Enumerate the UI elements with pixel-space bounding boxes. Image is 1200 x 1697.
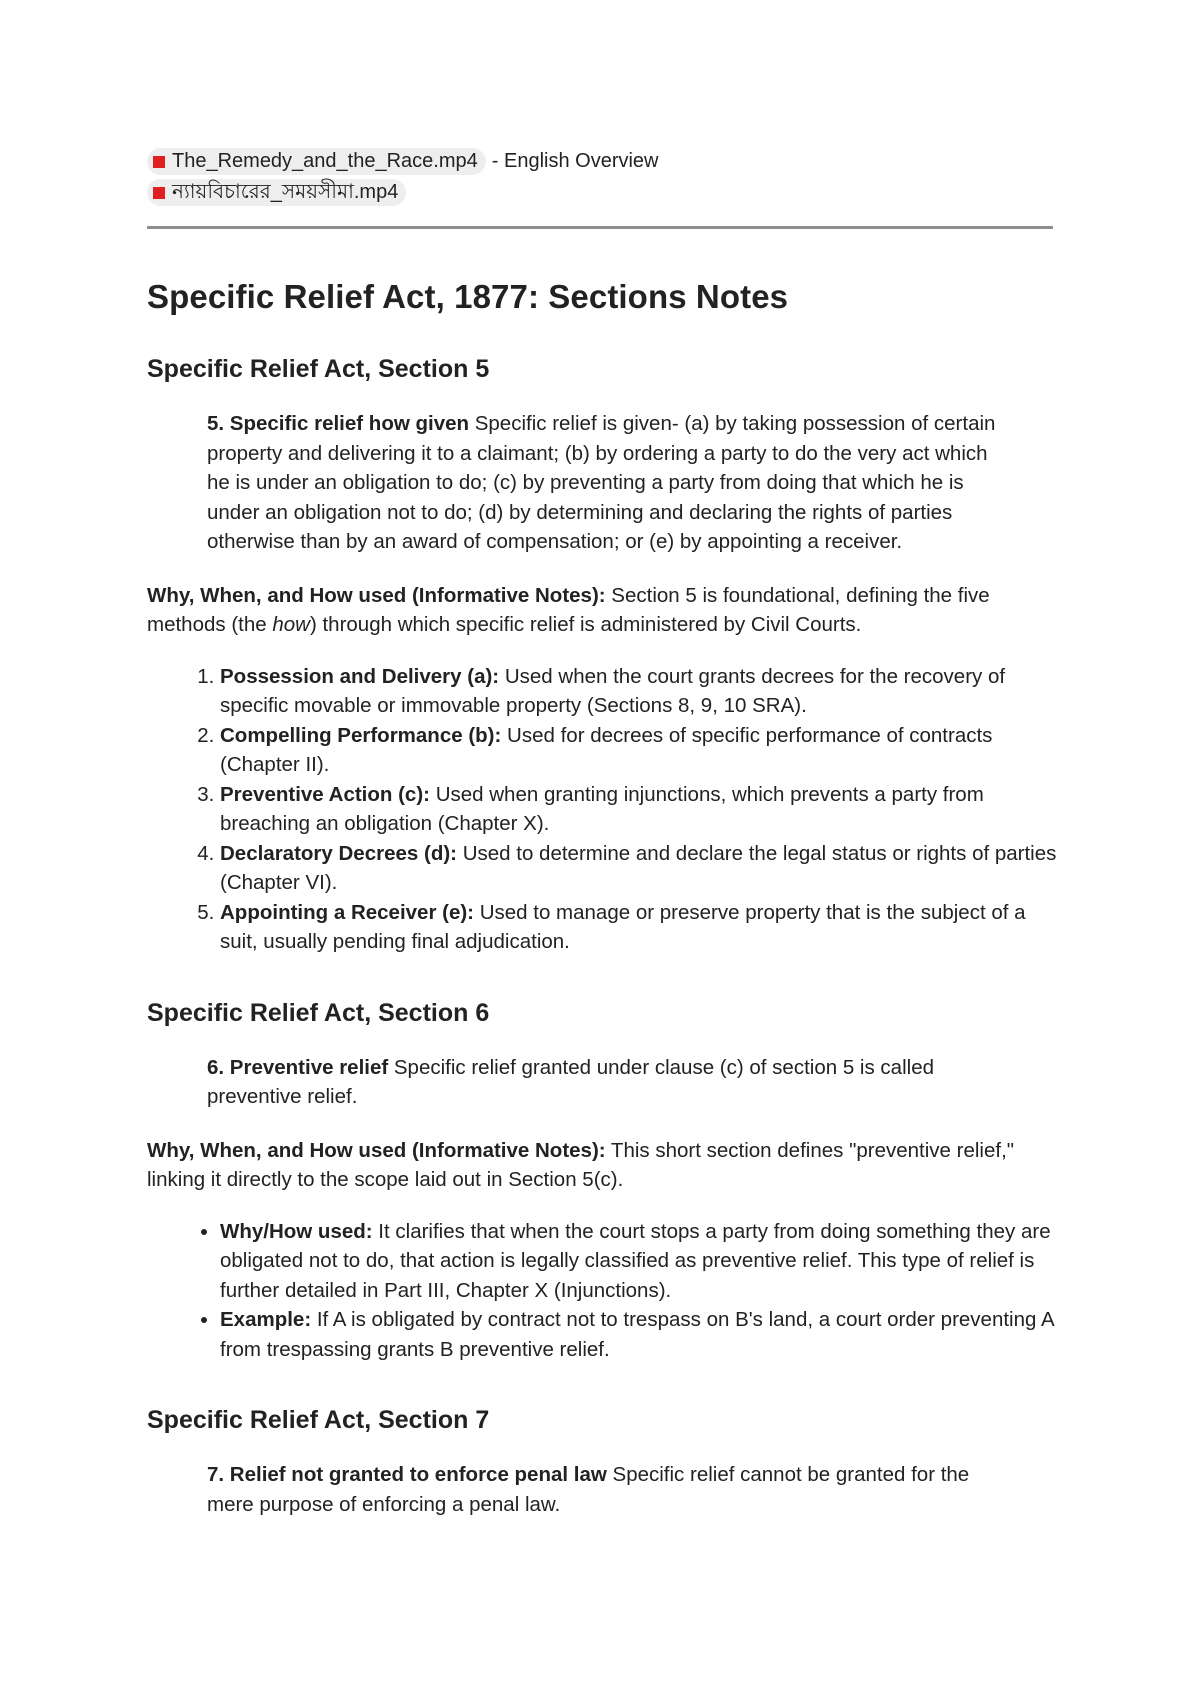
item-text: Used to manage or preserve property that is the subject of a suit, usually pending final adjudication. [220, 900, 1026, 953]
video-link-label: ন্যায়বিচারের_সময়সীমা.mp4 [172, 181, 399, 203]
section-6-bullet-list [147, 1217, 1060, 1365]
item-label: Why/How used: [220, 1219, 373, 1243]
quote-title: 6. Preventive relief [207, 1055, 389, 1079]
video-link-suffix: - English Overview [491, 150, 659, 172]
attachment-row-1 [147, 146, 1059, 177]
quote-title: 7. Relief not granted to enforce penal law [207, 1463, 607, 1486]
video-file-icon [153, 156, 165, 168]
item-label: Example: [220, 1308, 312, 1331]
note-emphasis: how [272, 613, 310, 636]
item-label: Compelling Performance (b): [220, 723, 502, 747]
list-item [220, 898, 1060, 957]
note-text: Section 5 is foundational, defining the five methods (the [147, 583, 990, 636]
section-7-quote [207, 1460, 1007, 1519]
quote-title: 5. Specific relief how given [207, 412, 470, 435]
section-6-heading: Specific Relief Act, Section 6 [147, 998, 490, 1027]
section-5-heading: Specific Relief Act, Section 5 [147, 355, 490, 383]
attachment-links [147, 146, 1059, 208]
section-5-quote [207, 409, 1007, 557]
note-label: Why, When, and How used (Informative Notes): [147, 583, 606, 607]
item-label: Declaratory Decrees (d): [220, 841, 457, 865]
item-text: Used for decrees of specific performance of contracts (Chapter II). [220, 723, 993, 776]
section-7-heading: Specific Relief Act, Section 7 [147, 1406, 490, 1434]
quote-text: Specific relief cannot be granted for the mere purpose of enforcing a penal law. [207, 1463, 970, 1516]
item-text: Used when the court grants decrees for the recovery of specific movable or immovable property (Sections 8, 9, 10 SRA). [220, 664, 1006, 717]
item-text: Used to determine and declare the legal status or rights of parties (Chapter VI). [220, 841, 1057, 894]
video-link-bengali[interactable] [147, 179, 406, 206]
video-link-english[interactable] [147, 148, 486, 175]
list-item [220, 839, 1060, 898]
section-5-methods-list [147, 662, 1060, 957]
attachment-row-2 [147, 177, 1059, 208]
video-file-icon [153, 187, 165, 199]
note-text-end: ) through which specific relief is administered by Civil Courts. [309, 613, 862, 636]
document-title: Specific Relief Act, 1877: Sections Notes [147, 278, 789, 315]
section-6-quote [207, 1053, 1007, 1112]
list-item [220, 1217, 1060, 1306]
item-text: It clarifies that when the court stops a party from doing something they are obligated not to do, that action is legally classified as preventive relief. This type of relief is further detailed in Part III, Chapter X (Injunctions). [220, 1219, 1051, 1302]
list-item [220, 1305, 1060, 1364]
quote-text: Specific relief granted under clause (c) of section 5 is called preventive relief. [207, 1055, 934, 1108]
note-label: Why, When, and How used (Informative Notes): [147, 1138, 606, 1162]
quote-text: Specific relief is given- (a) by taking possession of certain property and delivering it to a claimant; (b) by ordering a party to do the very act which he is under an obligation to do; (c) by preventing a party from doing that which he is under an obligation not to do; (d) by determining and declaring the rights of parties otherwise than by an award of compensation; or (e) by appointing a receiver. [207, 412, 996, 553]
list-item [220, 662, 1060, 721]
item-text: If A is obligated by contract not to trespass on B's land, a court order preventing A from trespassing grants B preventive relief. [220, 1308, 1054, 1361]
list-item [220, 780, 1060, 839]
section-5-note [147, 581, 1027, 640]
video-link-label: The_Remedy_and_the_Race.mp4 [172, 150, 478, 172]
note-text: This short section defines "preventive relief," linking it directly to the scope laid out in Section 5(c). [147, 1138, 1015, 1191]
list-item [220, 721, 1060, 780]
item-label: Appointing a Receiver (e): [220, 900, 475, 924]
document-page [147, 146, 1059, 1519]
item-label: Possession and Delivery (a): [220, 664, 500, 688]
section-6-note [147, 1136, 1027, 1195]
item-text: Used when granting injunctions, which prevents a party from breaching an obligation (Chapter X). [220, 782, 984, 835]
horizontal-divider [147, 226, 1053, 229]
item-label: Preventive Action (c): [220, 782, 430, 806]
